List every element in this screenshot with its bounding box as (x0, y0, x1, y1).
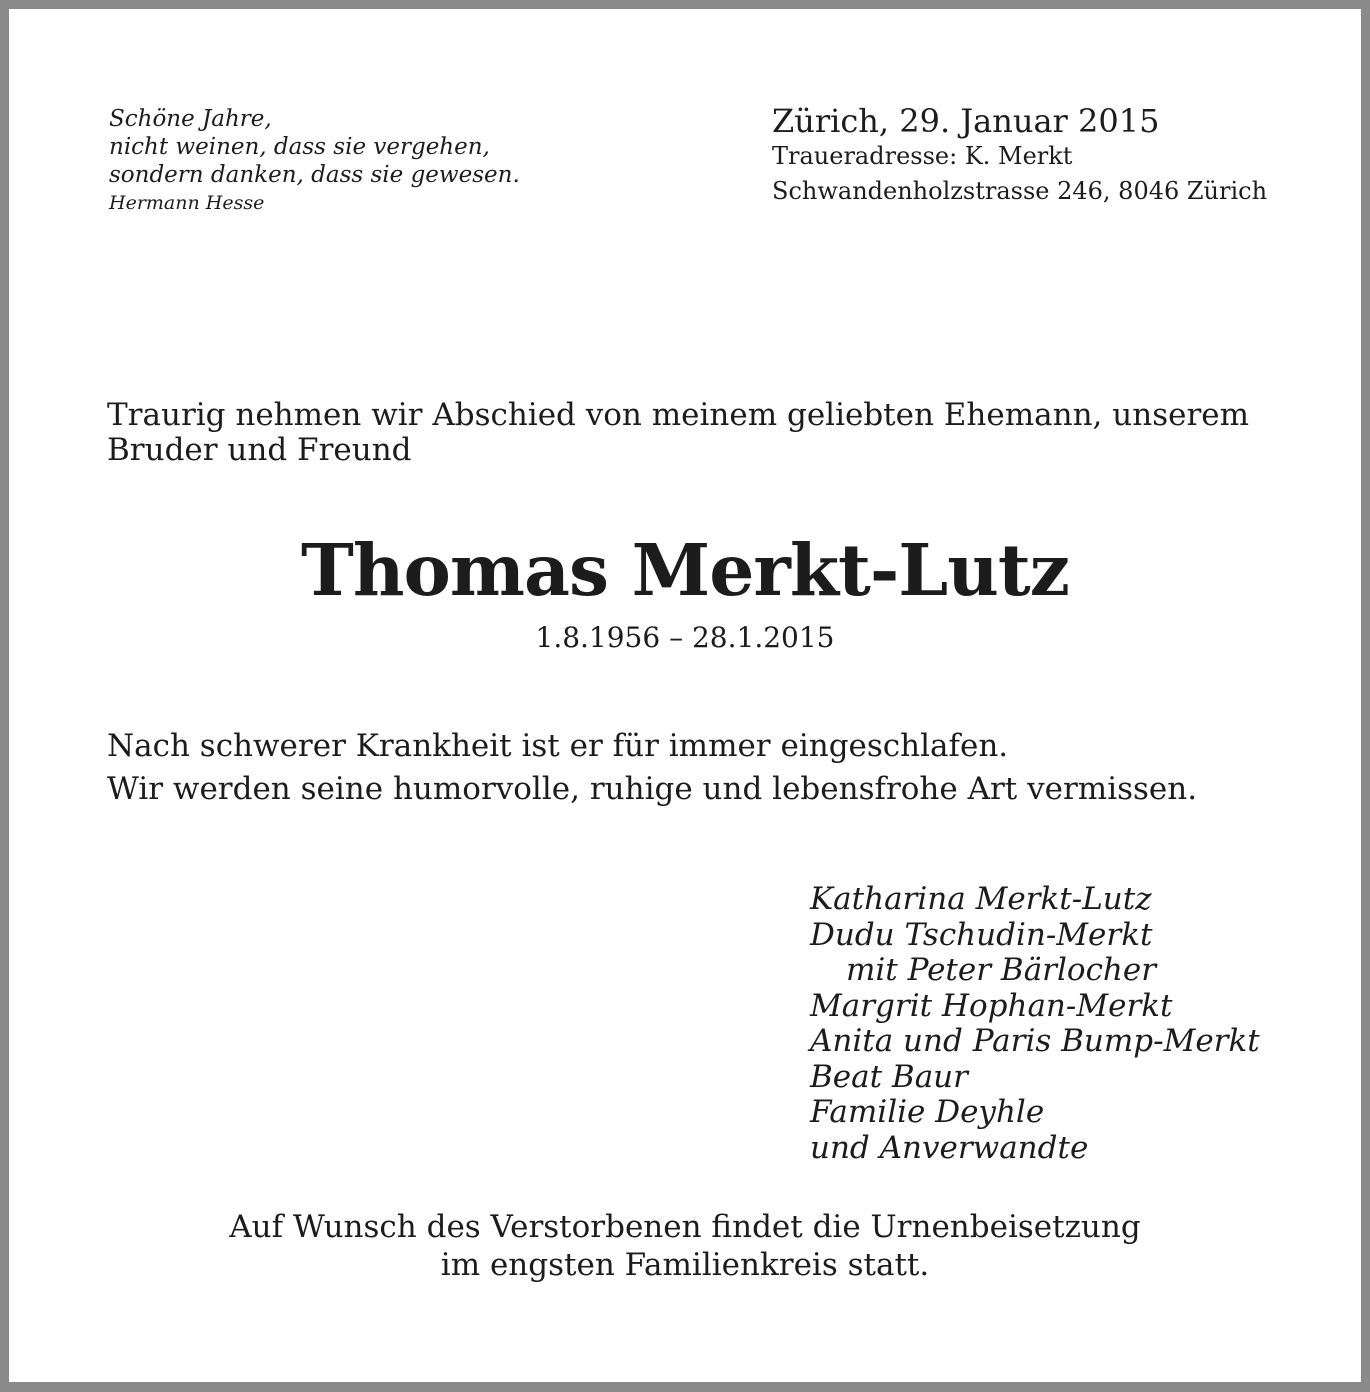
deceased-block (9, 530, 1361, 654)
intro-line: Traurig nehmen wir Abschied von meinem geliebten Ehemann, unserem (107, 397, 1250, 433)
closing-text (9, 1208, 1361, 1284)
closing-line: im engsten Familienkreis statt. (440, 1247, 930, 1283)
place-date: Zürich, 29. Januar 2015 (772, 102, 1160, 140)
header-block (772, 103, 1267, 209)
closing-line: Auf Wunsch des Verstorbenen findet die Urnenbeisetzung (229, 1209, 1141, 1245)
quote-line: sondern danken, dass sie gewesen. (109, 162, 520, 188)
mourner-name: Anita und Paris Bump-Merkt (810, 1023, 1260, 1059)
quote-line: Schöne Jahre, (109, 106, 272, 132)
mourner-name: Katharina Merkt-Lutz (810, 881, 1152, 917)
funeral-address-contact: Traueradresse: K. Merkt (772, 142, 1073, 170)
intro-text (107, 398, 1249, 468)
mourner-name: Beat Baur (810, 1058, 968, 1095)
quote-author: Hermann Hesse (109, 192, 265, 214)
quote-block (109, 105, 520, 214)
message-line: Nach schwerer Krankheit ist er für immer eingeschlafen. (107, 728, 1009, 764)
life-dates: 1.8.1956 – 28.1.2015 (535, 621, 835, 654)
obituary-notice (9, 9, 1361, 1382)
mourner-name: mit Peter Bärlocher (846, 952, 1157, 988)
mourner-name: und Anverwandte (810, 1129, 1089, 1166)
mourner-name: Margrit Hophan-Merkt (810, 987, 1173, 1024)
message-text (107, 725, 1197, 811)
quote-line: nicht weinen, dass sie vergehen, (109, 134, 490, 160)
mourners-list (810, 882, 1260, 1166)
deceased-name: Thomas Merkt-Lutz (301, 528, 1069, 612)
intro-line: Bruder und Freund (107, 432, 412, 468)
mourner-name: Dudu Tschudin-Merkt (810, 916, 1153, 953)
mourner-name: Familie Deyhle (810, 1094, 1045, 1130)
funeral-address-street: Schwandenholzstrasse 246, 8046 Zürich (772, 177, 1268, 205)
message-line: Wir werden seine humorvolle, ruhige und lebensfrohe Art vermissen. (107, 771, 1198, 807)
